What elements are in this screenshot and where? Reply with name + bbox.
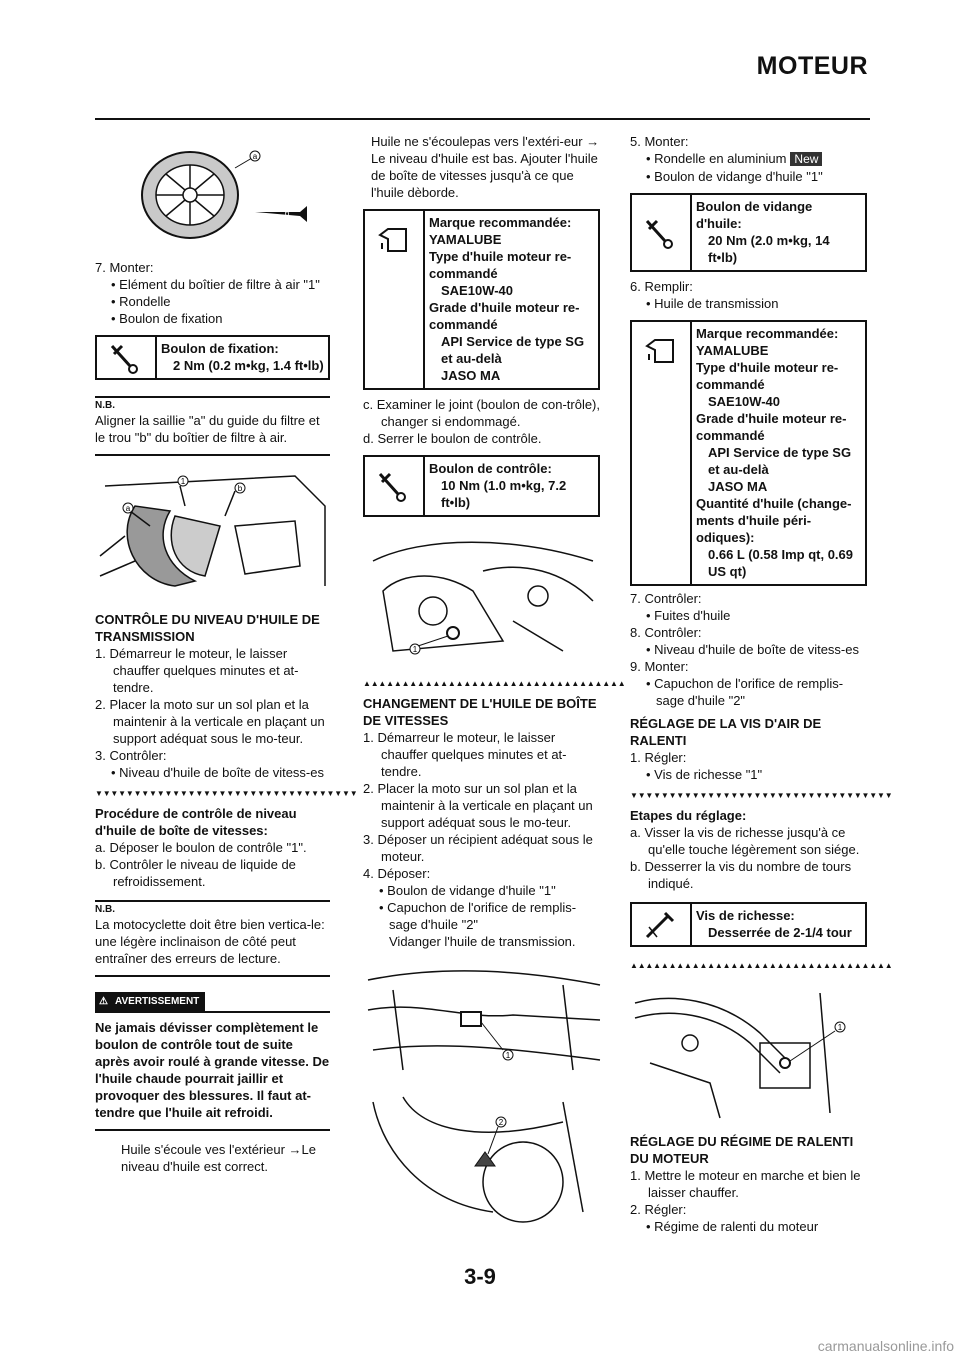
page-number: 3-9 [464, 1264, 496, 1289]
warning-icon: ⚠ [99, 996, 108, 1007]
step: 2. Placer la moto sur un sol plan et la maintenir à la verticale en plaçant un support adéquat sous le mo-teur. [95, 697, 325, 746]
warning-label: AVERTISSEMENT [115, 996, 200, 1007]
bullet-item: • Huile de transmission [646, 296, 779, 311]
step: 2. Placer la moto sur un sol plan et la maintenir à la verticale en plaçant un support adéquat sous le mo-teur. [363, 781, 593, 830]
spec-line: Quantité d'huile (change-ments d'huile péri-odiques): [696, 496, 852, 545]
note-heading: N.B. [95, 904, 115, 915]
figure-label: a [125, 504, 131, 513]
bullet-item: • Rondelle [111, 294, 171, 309]
step: 7. Contrôler: [630, 591, 702, 606]
bullet-item: • Boulon de vidange d'huile "1" [379, 883, 556, 898]
spec-line: Grade d'huile moteur re-commandé [429, 300, 580, 332]
figure-label: 1 [837, 1023, 843, 1032]
spec-title: Vis de richesse: [696, 908, 795, 923]
bullet-text: • Rondelle en aluminium [646, 151, 787, 166]
triangle-divider: ▲▲▲▲▲▲▲▲▲▲▲▲▲▲▲▲▲▲▲▲▲▲▲▲▲▲▲▲▲▲▲▲▲▲ [630, 961, 893, 970]
figure-label: b [237, 484, 243, 493]
step: b. Contrôler le niveau de liquide de refroidissement. [95, 857, 296, 889]
mixture-screw-figure [630, 983, 867, 1123]
spec-value: JASO MA [441, 368, 501, 383]
bullet-item: • Fuites d'huile [646, 608, 731, 623]
triangle-divider: ▼▼▼▼▼▼▼▼▼▼▼▼▼▼▼▼▼▼▼▼▼▼▼▼▼▼▼▼▼▼▼▼▼▼ [95, 789, 358, 798]
section-heading: RÉGLAGE DE LA VIS D'AIR DE RALENTI [630, 716, 822, 748]
triangle-divider: ▼▼▼▼▼▼▼▼▼▼▼▼▼▼▼▼▼▼▼▼▼▼▼▼▼▼▼▼▼▼▼▼▼▼ [630, 791, 893, 800]
note-box [95, 396, 330, 456]
step: d. Serrer le boulon de contrôle. [363, 431, 542, 446]
note-text: Aligner la saillie "a" du guide du filtre et le trou "b" du boîtier de filtre à air. [95, 413, 320, 445]
step-6: 6. Remplir: [630, 279, 693, 294]
bullet-item: • Capuchon de l'orifice de remplis-sage d'huile "2" [646, 676, 844, 708]
spec-line: Type d'huile moteur re-commandé [696, 360, 839, 392]
spec-title: Boulon de vidange d'huile: [696, 199, 813, 231]
figure-label: 1 [505, 1051, 511, 1060]
section-heading: CHANGEMENT DE L'HUILE DE BOÎTE DE VITESSES [363, 696, 597, 728]
spec-title: Boulon de fixation: [161, 341, 279, 356]
spec-value: 0.66 L (0.58 Imp qt, 0.69 US qt) [708, 547, 853, 579]
step-5: 5. Monter: [630, 134, 689, 149]
bullet-item: • Elément du boîtier de filtre à air "1" [111, 277, 320, 292]
step: 3. Déposer un récipient adéquat sous le moteur. [363, 832, 593, 864]
triangle-divider: ▲▲▲▲▲▲▲▲▲▲▲▲▲▲▲▲▲▲▲▲▲▲▲▲▲▲▲▲▲▲▲▲▲▲ [363, 679, 626, 688]
bullet-item [630, 150, 867, 168]
step: 4. Déposer: [363, 866, 431, 881]
procedure-heading: Procédure de contrôle de niveau d'huile de boîte de vitesses: [95, 806, 297, 838]
drain-text: Vidanger l'huile de transmission. [389, 934, 576, 949]
torque-spec-box [363, 455, 600, 517]
spec-value: SAE10W-40 [441, 283, 513, 298]
step: 1. Démarreur le moteur, le laisser chauffer quelques minutes et at-tendre. [363, 730, 567, 779]
spec-value: Desserrée de 2-1/4 tour [708, 925, 852, 940]
spec-line: Grade d'huile moteur re-commandé [696, 411, 847, 443]
step: a. Visser la vis de richesse jusqu'à ce qu'elle touche légèrement son siége. [630, 825, 860, 857]
figure-label: 1 [412, 645, 418, 654]
torque-spec-box [630, 193, 867, 272]
filter-guide-figure [95, 466, 330, 601]
spec-value: API Service de type SG et au-delà [708, 445, 852, 477]
torque-spec-box [95, 335, 330, 380]
spec-value: API Service de type SG et au-delà [441, 334, 585, 366]
spec-value: 20 Nm (2.0 m•kg, 14 ft•lb) [708, 233, 830, 265]
page-title: MOTEUR [756, 52, 868, 80]
figure-label: a [252, 152, 258, 161]
filler-cap-figure [363, 1092, 600, 1217]
bullet-item: • Boulon de fixation [111, 311, 223, 326]
bullet-item: • Vis de richesse "1" [646, 767, 763, 782]
spec-line: Marque recommandée: [696, 326, 839, 341]
figure-label: 1 [180, 477, 186, 486]
drain-bolt-figure [363, 960, 600, 1080]
spec-value: SAE10W-40 [708, 394, 780, 409]
torque-wrench-icon [97, 337, 157, 378]
oil-level-ok: Huile s'écoule ves l'extérieur →Le niveau d'huile est correct. [121, 1142, 316, 1174]
step: 1. Démarreur le moteur, le laisser chauffer quelques minutes et at-tendre. [95, 646, 299, 695]
check-bolt-figure [363, 531, 600, 661]
spec-value: 10 Nm (1.0 m•kg, 7.2 ft•lb) [441, 478, 567, 510]
warning-box [95, 991, 330, 1131]
procedure-heading: Etapes du réglage: [630, 808, 747, 823]
warning-text: Ne jamais dévisser complètement le boulon de contrôle tout de suite après avoir roulé à grande vitesse. De l'huile chaude pourrait jaillir et provoquer des blessures. Il faut at-tendre que l'huile ait refroidi. [95, 1020, 330, 1120]
step: 3. Contrôler: [95, 748, 167, 763]
oil-can-icon [632, 322, 692, 584]
new-badge: New [790, 152, 822, 166]
step: b. Desserrer la vis du nombre de tours indiqué. [630, 859, 852, 891]
figure-label: 2 [498, 1118, 504, 1127]
spec-value: JASO MA [708, 479, 768, 494]
step: 1. Régler: [630, 750, 687, 765]
step: 9. Monter: [630, 659, 689, 674]
step: 8. Contrôler: [630, 625, 702, 640]
step: 2. Régler: [630, 1202, 687, 1217]
section-heading: RÉGLAGE DU RÉGIME DE RALENTI DU MOTEUR [630, 1134, 854, 1166]
header-rule [95, 118, 870, 120]
column-2 [363, 133, 626, 1221]
column-3 [630, 133, 893, 1235]
note-text: La motocyclette doit être bien vertica-le: une légère inclinaison de côté peut entraîner des erreurs de lecture. [95, 917, 325, 966]
spec-line: YAMALUBE [696, 343, 769, 358]
spec-value: 2 Nm (0.2 m•kg, 1.4 ft•lb) [173, 358, 324, 373]
step: a. Déposer le boulon de contrôle "1". [95, 840, 307, 855]
spec-line: YAMALUBE [429, 232, 502, 247]
bullet-item: • Régime de ralenti du moteur [646, 1219, 819, 1234]
note-heading: N.B. [95, 400, 115, 411]
oil-level-low: Huile ne s'écoulepas vers l'extéri-eur → Le niveau d'huile est bas. Ajouter l'huile de boîte de vitesses jusqu'à ce que l'huile dèborde. [371, 134, 600, 200]
warning-badge [95, 992, 205, 1011]
column-1 [95, 140, 358, 1175]
torque-wrench-icon [365, 457, 425, 515]
bullet-item: • Niveau d'huile de boîte de vitess-es [111, 765, 324, 780]
bullet-item: • Capuchon de l'orifice de remplis-sage d'huile "2" [379, 900, 577, 932]
screwdriver-icon [632, 904, 692, 945]
step: 1. Mettre le moteur en marche et bien le laisser chauffer. [630, 1168, 861, 1200]
note-box [95, 900, 330, 977]
spec-line: Marque recommandée: [429, 215, 572, 230]
oil-spec-box [363, 209, 600, 390]
adjustment-spec-box [630, 902, 867, 947]
spec-line: Type d'huile moteur re-commandé [429, 249, 572, 281]
oil-spec-box [630, 320, 867, 586]
step: c. Examiner le joint (boulon de con-trôle), changer si endommagé. [363, 397, 601, 429]
air-filter-figure [95, 140, 330, 245]
torque-wrench-icon [632, 195, 692, 270]
oil-can-icon [365, 211, 425, 388]
section-heading: CONTRÔLE DU NIVEAU D'HUILE DE TRANSMISSION [95, 612, 320, 644]
spec-title: Boulon de contrôle: [429, 461, 552, 476]
step-7: 7. Monter: [95, 260, 154, 275]
bullet-item: • Boulon de vidange d'huile "1" [646, 169, 823, 184]
watermark: carmanualsonline.info [817, 1338, 954, 1354]
figure-label: b [284, 209, 290, 218]
bullet-item: • Niveau d'huile de boîte de vitess-es [646, 642, 859, 657]
